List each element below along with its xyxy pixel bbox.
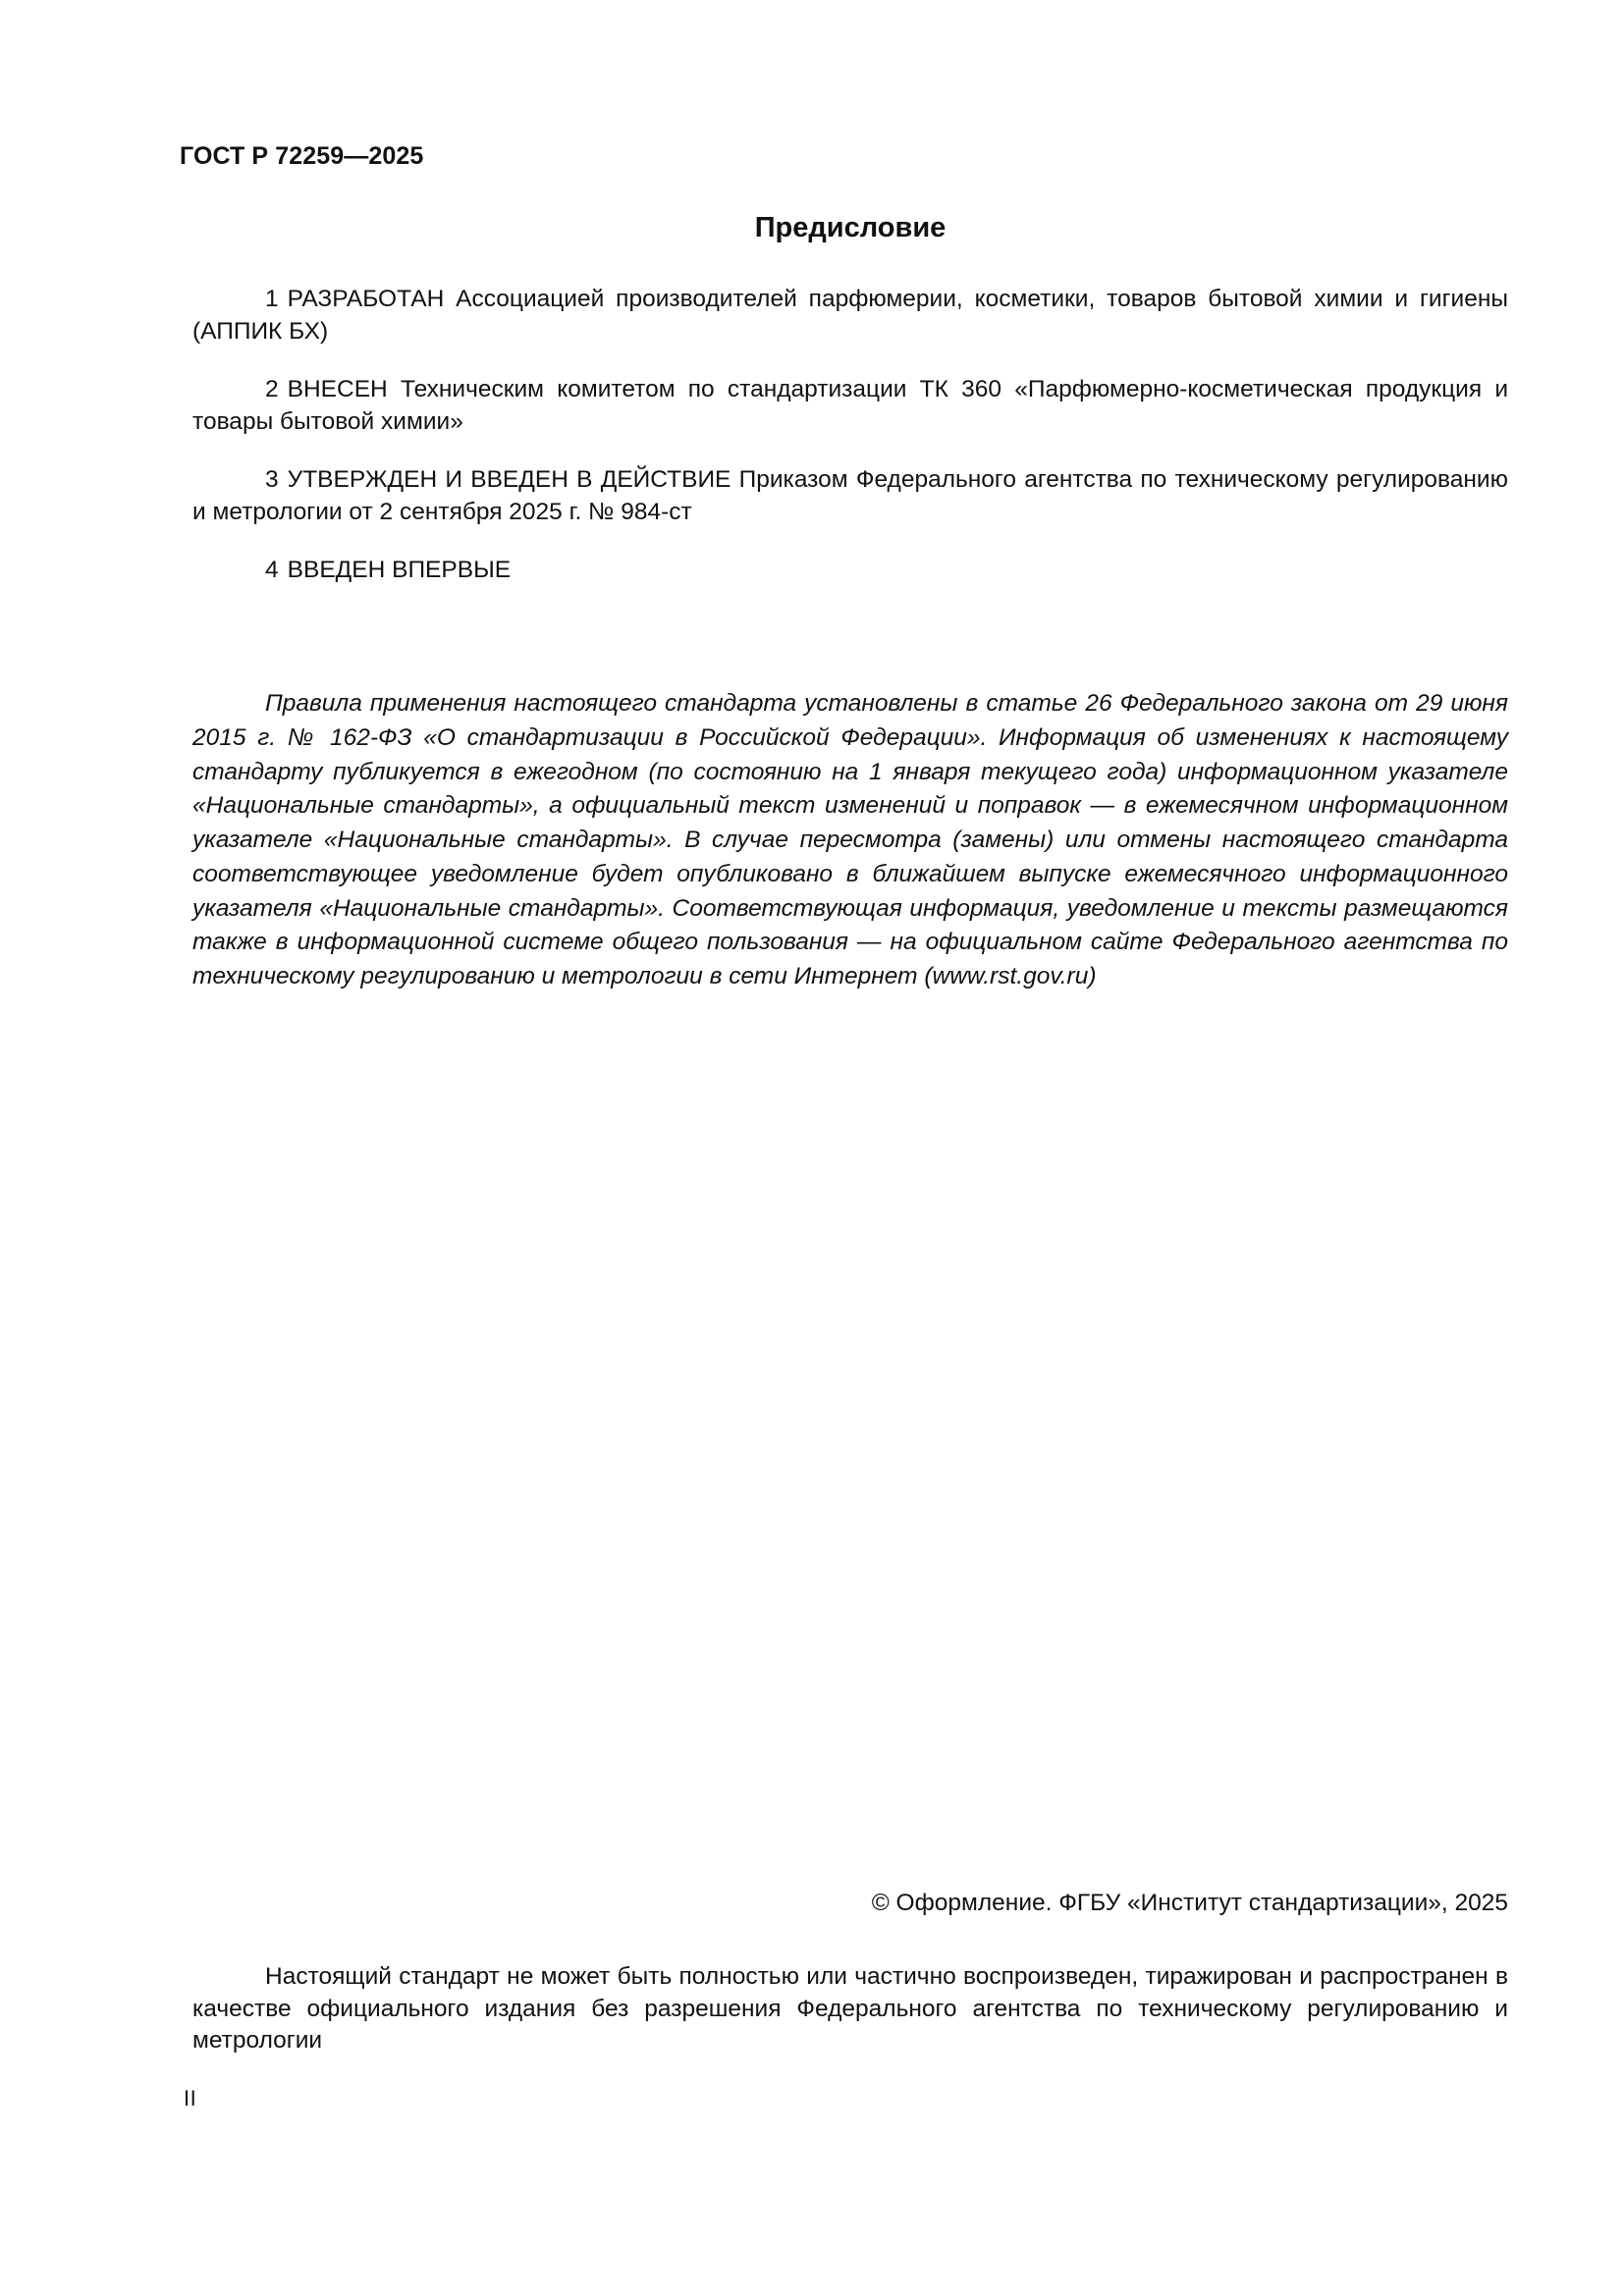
- clause-text: ВНЕСЕН Техническим комитетом по стандартизации ТК 360 «Парфюмерно-косметическая продукция и товары бытовой химии»: [192, 376, 1508, 435]
- clause-number: 4: [265, 557, 279, 584]
- clause-text: РАЗРАБОТАН Ассоциацией производителей парфюмерии, косметики, товаров бытовой химии и гигиены (АППИК БХ): [192, 286, 1508, 345]
- clause-number: 2: [265, 376, 279, 403]
- clause-number: 3: [265, 466, 279, 494]
- page-number: II: [184, 2086, 197, 2110]
- copyright-notice: © Оформление. ФГБУ «Институт стандартизации», 2025: [871, 1890, 1508, 1916]
- foreword-clause-3: [192, 464, 1508, 528]
- running-header: ГОСТ Р 72259—2025: [180, 142, 424, 170]
- reproduction-restriction-note: Настоящий стандарт не может быть полностью или частично воспроизведен, тиражирован и распространен в качестве официального издания без разрешения Федерального агентства по техническому регулированию и метрологии: [192, 1963, 1508, 2055]
- foreword-section: [192, 196, 1508, 587]
- foreword-clause-1: [192, 284, 1508, 347]
- clause-text: УТВЕРЖДЕН И ВВЕДЕН В ДЕЙСТВИЕ Приказом Федерального агентства по техническому регулированию и метрологии от 2 сентября 2025 г. № 984-ст: [192, 466, 1508, 525]
- clause-number: 1: [265, 286, 279, 312]
- foreword-clause-2: [192, 374, 1508, 438]
- foreword-clause-4: [192, 555, 1508, 587]
- page-title: Предисловие: [754, 212, 947, 243]
- clause-text: ВВЕДЕН ВПЕРВЫЕ: [287, 557, 512, 584]
- application-rules-paragraph: Правила применения настоящего стандарта установлены в статье 26 Федерального закона от 29 июня 2015 г. № 162-ФЗ «О стандартизации в Российской Федерации». Информация об изменениях к настоящему стандарту публикуется в ежегодном (по состоянию на 1 января текущего года) информационном указателе «Национальные стандарты», а официальный текст изменений и поправок — в ежемесячном информационном указателе «Национальные стандарты». В случае пересмотра (замены) или отмены настоящего стандарта соответствующее уведомление будет опубликовано в ближайшем выпуске ежемесячного информационного указателя «Национальные стандарты». Соответствующая информация, уведомление и тексты размещаются также в информационной системе общего пользования — на официальном сайте Федерального агентства по техническому регулированию и метрологии в сети Интернет (www.rst.gov.ru): [192, 690, 1508, 990]
